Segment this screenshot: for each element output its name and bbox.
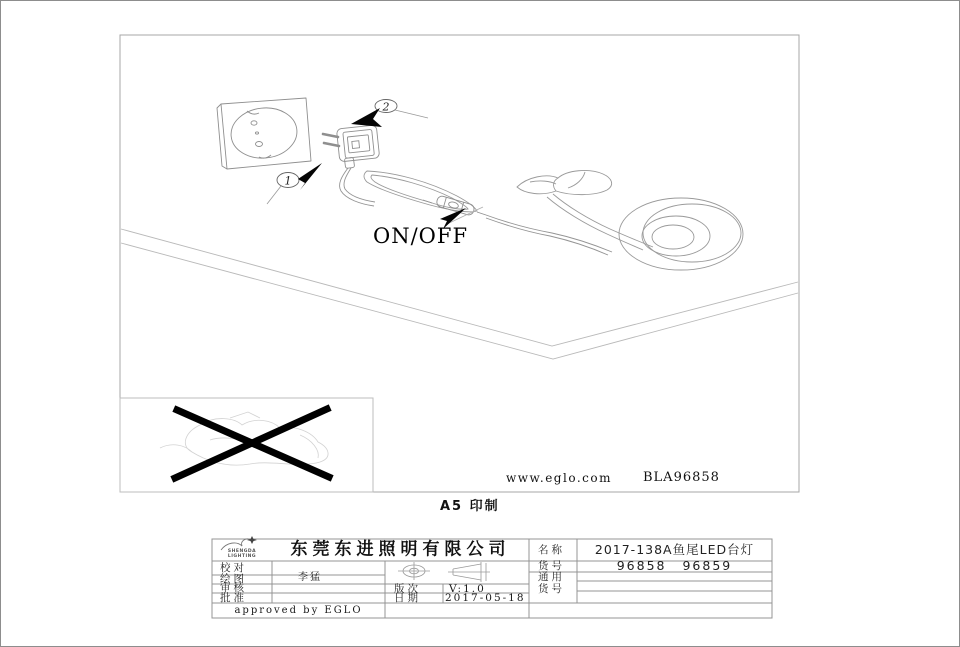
logo-text-line1: SHENGDA (227, 549, 257, 554)
approved-note: approved by EGLO (234, 605, 363, 616)
wall-outlet (217, 98, 311, 169)
date-label: 日期 (394, 591, 421, 604)
version-value: V:1.0 (449, 582, 486, 595)
draw-label: 绘图 (220, 572, 247, 585)
company-name: 东莞东进照明有限公司 (290, 539, 511, 560)
plug-pin (323, 134, 338, 137)
logo-star (247, 536, 257, 544)
plug-adapter (323, 125, 380, 169)
check-label: 校对 (220, 561, 247, 574)
socket-hole-bottom (256, 142, 263, 147)
version-label: 版次 (394, 582, 421, 595)
logo-text-line2: LIGHTING (227, 554, 257, 559)
direction-arrows (298, 108, 466, 229)
arrow-step-1 (298, 163, 322, 190)
balloon-1-leader (267, 186, 281, 204)
name-label: 名称 (538, 543, 565, 556)
cross-out-x (175, 409, 329, 478)
fishtail-lamp (517, 171, 743, 270)
general-label-line2: 货号 (538, 582, 565, 595)
item-value: 96858 96859 (616, 557, 733, 573)
balloon-2-leader (395, 110, 428, 118)
review-label: 审核 (220, 581, 247, 594)
socket-face (229, 105, 300, 162)
arrow-step-2 (351, 108, 382, 127)
cord-connector (344, 157, 354, 168)
socket-hole-top (251, 121, 257, 125)
approve-label: 批准 (220, 591, 247, 604)
step-2-number: 2 (382, 100, 390, 114)
item-label: 货号 (538, 559, 565, 572)
onoff-label: ON/OFF (373, 224, 469, 248)
spiral-base (619, 198, 743, 270)
date-value: 2017-05-18 (445, 591, 526, 604)
print-note: A5 印制 (440, 499, 500, 514)
step-1-number: 1 (284, 174, 292, 188)
website-text: www.eglo.com (506, 471, 612, 485)
name-value: 2017-138A鱼尾LED台灯 (594, 541, 755, 557)
table-surface-lines (121, 229, 798, 359)
power-cable (340, 168, 375, 206)
tail-fin (517, 171, 612, 195)
projection-symbol (398, 562, 490, 582)
prohibited-figure (120, 398, 373, 492)
step-balloons (267, 100, 428, 205)
lamp-neck (553, 194, 653, 247)
plug-pin (324, 143, 339, 146)
model-code-text: BLA96858 (643, 470, 720, 485)
gooseneck-loop (364, 171, 477, 212)
company-logo-mark (221, 536, 257, 550)
draw-value: 李猛 (298, 572, 322, 583)
general-label-line1: 通用 (538, 570, 565, 583)
